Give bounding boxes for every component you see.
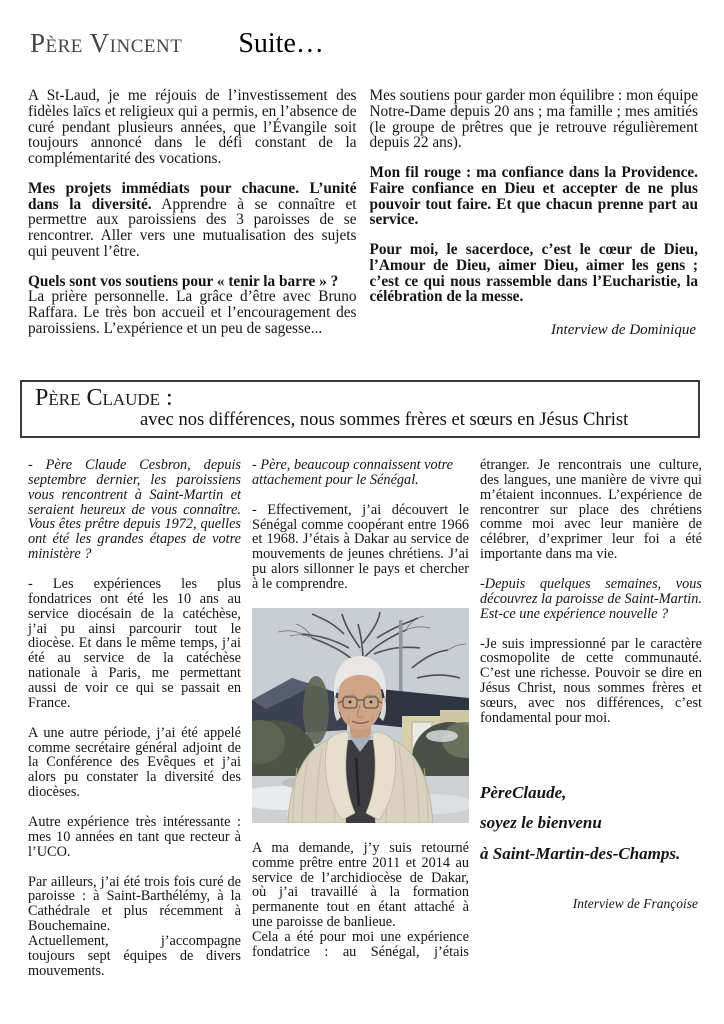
paragraph: - Effectivement, j’ai découvert le Sénégal comme coopérant entre 1966 et 1968. J’étais à Dakar au service de mouvements de jeunes chrétiens. J’ai pu alors sillonner le pays et chercher à le comprendre. <box>252 501 469 593</box>
vincent-header <box>30 28 324 60</box>
portrait-photo <box>252 608 469 823</box>
interview-question: - Père Claude Cesbron, depuis septembre dernier, les paroissiens vous rencontrent à Saint-Martin et seraient heureux de vous connaître. Vous êtes prêtre depuis 1972, quelles ont été les grandes étapes de votre ministère ? <box>28 457 241 563</box>
claude-heading-box <box>20 380 700 438</box>
interview-question: - Père, beaucoup connaissent votre attachement pour le Sénégal. <box>252 457 454 488</box>
photo-plant <box>303 676 329 744</box>
interview-signature-dominique: Interview de Dominique <box>551 322 696 338</box>
claude-column-1 <box>28 458 241 994</box>
paragraph-bold: Pour moi, le sacerdoce, c’est le cœur de Dieu, l’Amour de Dieu, aimer Dieu, aimer les gens ; c’est ce qui nous rassemble dans l’Eucharistie, la célébration de la messe. <box>369 241 698 306</box>
welcome-message <box>480 784 702 863</box>
question-bold: Quels sont vos soutiens pour « tenir la barre » ? <box>28 272 339 290</box>
person-eye <box>349 700 352 703</box>
claude-column-3 <box>480 458 702 994</box>
paragraph <box>28 181 357 260</box>
interview-signature-francoise: Interview de Françoise <box>572 895 698 911</box>
person-eyebrow <box>366 695 376 696</box>
vincent-columns <box>28 88 698 351</box>
welcome-line: PèreClaude, <box>480 782 567 802</box>
claude-box-subtitle: avec nos différences, nous sommes frères et sœurs en Jésus Christ <box>140 410 629 430</box>
paragraph: Actuellement, j’accompagne toujours sept équipes de divers mouvements. <box>28 933 241 979</box>
paragraph-lead-bold: Mes projets immédiats pour chacune. L’unité dans la diversité. <box>28 179 357 213</box>
paragraph: A ma demande, j’y suis retourné comme prêtre entre 2011 et 2014 au service de l’archidiocèse de Dakar, où j’ai travaillé à la formation permanente tout en étant attaché à une paroisse de banlieue. <box>252 839 469 931</box>
paragraph-bold: Mon fil rouge : ma confiance dans la Providence. Faire confiance en Dieu et accepter de ne plus pouvoir tout faire. Et que chacun prenne part au service. <box>369 164 698 229</box>
paragraph-text: Apprendre à se connaître et permettre aux paroissiens des 3 paroisses de se rencontrer. Aller vers une mutualisation des sujets qui peuvent l’être. <box>28 195 357 260</box>
interview-question: -Depuis quelques semaines, vous découvrez la paroisse de Saint-Martin. Est-ce une expérience nouvelle ? <box>480 576 702 622</box>
paragraph <box>28 274 357 337</box>
vincent-section-title: Père Vincent <box>30 28 183 58</box>
welcome-line: à Saint-Martin-des-Champs. <box>480 844 681 864</box>
claude-column-2 <box>252 458 469 994</box>
paragraph: Par ailleurs, j’ai été trois fois curé de paroisse : à Saint-Barthélémy, à la Cathédrale et plus récemment à Bouchemaine. <box>28 873 241 935</box>
vincent-column-left <box>28 88 357 351</box>
paragraph: A St-Laud, je me réjouis de l’investissement des fidèles laïcs et religieux qui a permis, en l’absence de curé pendant plusieurs années, que l’Évangile soit toujours annoncé dans le défi constant de la complémentarité des vocations. <box>28 87 357 167</box>
person-eye <box>370 700 373 703</box>
welcome-line: soyez le bienvenu <box>480 813 602 833</box>
paragraph: Mes soutiens pour garder mon équilibre : mon équipe Notre-Dame depuis 20 ans ; ma famille ; mes amitiés (le groupe de prêtres que je retrouve régulièrement depuis 22 ans). <box>369 87 698 152</box>
paragraph: - Les expériences les plus fondatrices ont été les 10 ans au service diocésain de la catéchèse, j’ai pu ainsi parcourir tout le diocèse. Et dans le même temps, j’ai été au service de la catéchèse nationale à Paris, me permettant aussi de voir ce qui se passait en France. <box>28 576 241 711</box>
vincent-column-right <box>370 88 699 351</box>
photo-bush-snow <box>426 730 458 742</box>
paragraph: étranger. Je rencontrais une culture, des langues, une manière de vivre qui m’étaient inconnues. L’expérience de rencontrer sur place des chrétiens comme moi avec leur manière de célébrer, d’exprimer leur foi a été importante dans ma vie. <box>480 457 702 563</box>
paragraph: -Je suis impressionné par le caractère cosmopolite de cette communauté. C’est une richesse. Pouvoir se dire en Jésus Christ, nous sommes frères et sœurs, avec nos différences, c’est fondamental pour moi. <box>480 635 702 726</box>
person-eyebrow <box>345 695 355 696</box>
claude-box-title: Père Claude : <box>35 385 173 411</box>
vincent-suite-label: Suite… <box>238 28 324 59</box>
paragraph: A une autre période, j’ai été appelé comme secrétaire général adjoint de la Conférence des Evêques et j’ai alors pu constater la diversité des diocèses. <box>28 724 241 801</box>
paragraph-text: La prière personnelle. La grâce d’être avec Bruno Raffara. Le très bon accueil et l’encouragement des paroissiens. L’expérience et un peu de sagesse... <box>28 288 357 337</box>
paragraph: Autre expérience très intéressante : mes 10 années en tant que recteur à l’UCO. <box>28 814 241 860</box>
paragraph: Cela a été pour moi une expérience fondatrice : au Sénégal, j’étais <box>252 929 469 960</box>
claude-columns <box>28 458 702 994</box>
